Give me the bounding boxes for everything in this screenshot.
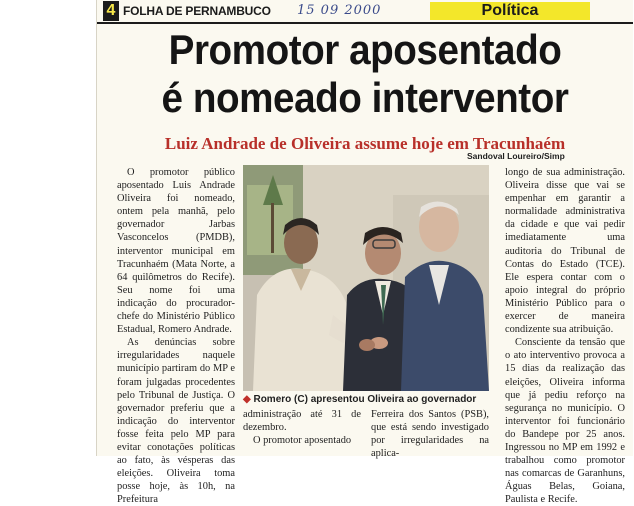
headline-line-1: Promotor aposentado [168, 26, 562, 73]
caption-bullet-icon: ◆ [243, 394, 254, 405]
paragraph: O promotor aposentado [253, 435, 352, 447]
newspaper-name: FOLHA DE PERNAMBUCO [123, 4, 271, 18]
photo-credit: Sandoval Loureiro/Simp [467, 151, 565, 161]
paragraph: administração até 31 de dezembro. [243, 409, 361, 434]
paragraph: Ferreira dos Santos (PSB), que está sendo investigado por irregularidades na aplica- [371, 409, 489, 460]
article-photo [243, 165, 489, 391]
paragraph: Consciente da tensão que o ato interventivo provoca a 15 dias da realização das eleições, Oliveira informa que já pediu reforço na segurança no município. O interventor foi funcionário do Bandepe por 25 anos. Ingressou no MP em 1992 e trabalhou como promotor nas comarcas de Garanhuns, Águas Belas, Goiana, Paulista e Recife. [505, 337, 625, 506]
page-number: 4 [103, 1, 119, 21]
article-column-2 [243, 408, 361, 454]
headline-line-2: é nomeado interventor [161, 74, 569, 121]
handwritten-date: 15 09 2000 [297, 3, 382, 18]
paragraph: longo de sua administração. Oliveira disse que vai se empenhar em garantir a normalidade administrativa da cidade e que vai pedir imediatamente uma auditoria do Tribunal de Contas do Estado (TCE). Ele espera contar com o apoio integral do próprio Ministério Público para o exercer de maneira condizente sua atribuição. [505, 167, 625, 336]
photo-image [243, 165, 489, 391]
article-column-4 [505, 166, 625, 506]
caption-text: Romero (C) apresentou Oliveira ao governador [253, 394, 477, 405]
section-label: Política [430, 2, 590, 20]
headline [97, 26, 633, 122]
article-column-1 [117, 166, 235, 506]
newspaper-clipping [97, 0, 633, 506]
page-header [97, 0, 633, 22]
header-rule [97, 22, 633, 24]
paragraph: As denúncias sobre irregularidades naquele município partiram do MP e foram julgadas procedentes pelo Tribunal de Justiça. O governador preferiu que a indicação do interventor fosse feita pelo MP para evitar conotações políticas ao fato, às vésperas das eleições. Oliveira toma posse hoje, às 10h, na Prefeitura [117, 337, 235, 506]
subheadline: Luiz Andrade de Oliveira assume hoje em Tracunhaém [164, 134, 566, 153]
paragraph: O promotor público aposentado Luis Andrade Oliveira foi nomeado, ontem pela manhã, pelo governador Jarbas Vasconcelos (PMDB), interventor municipal em Tracunhaém (Mata Norte, a 64 quilômetros do Recife). Seu nome foi uma indicação do procurador-chefe do Ministério Público Estadual, Romero Andrade. [117, 167, 235, 336]
article-column-3 [371, 408, 489, 460]
photo-caption [243, 394, 493, 405]
